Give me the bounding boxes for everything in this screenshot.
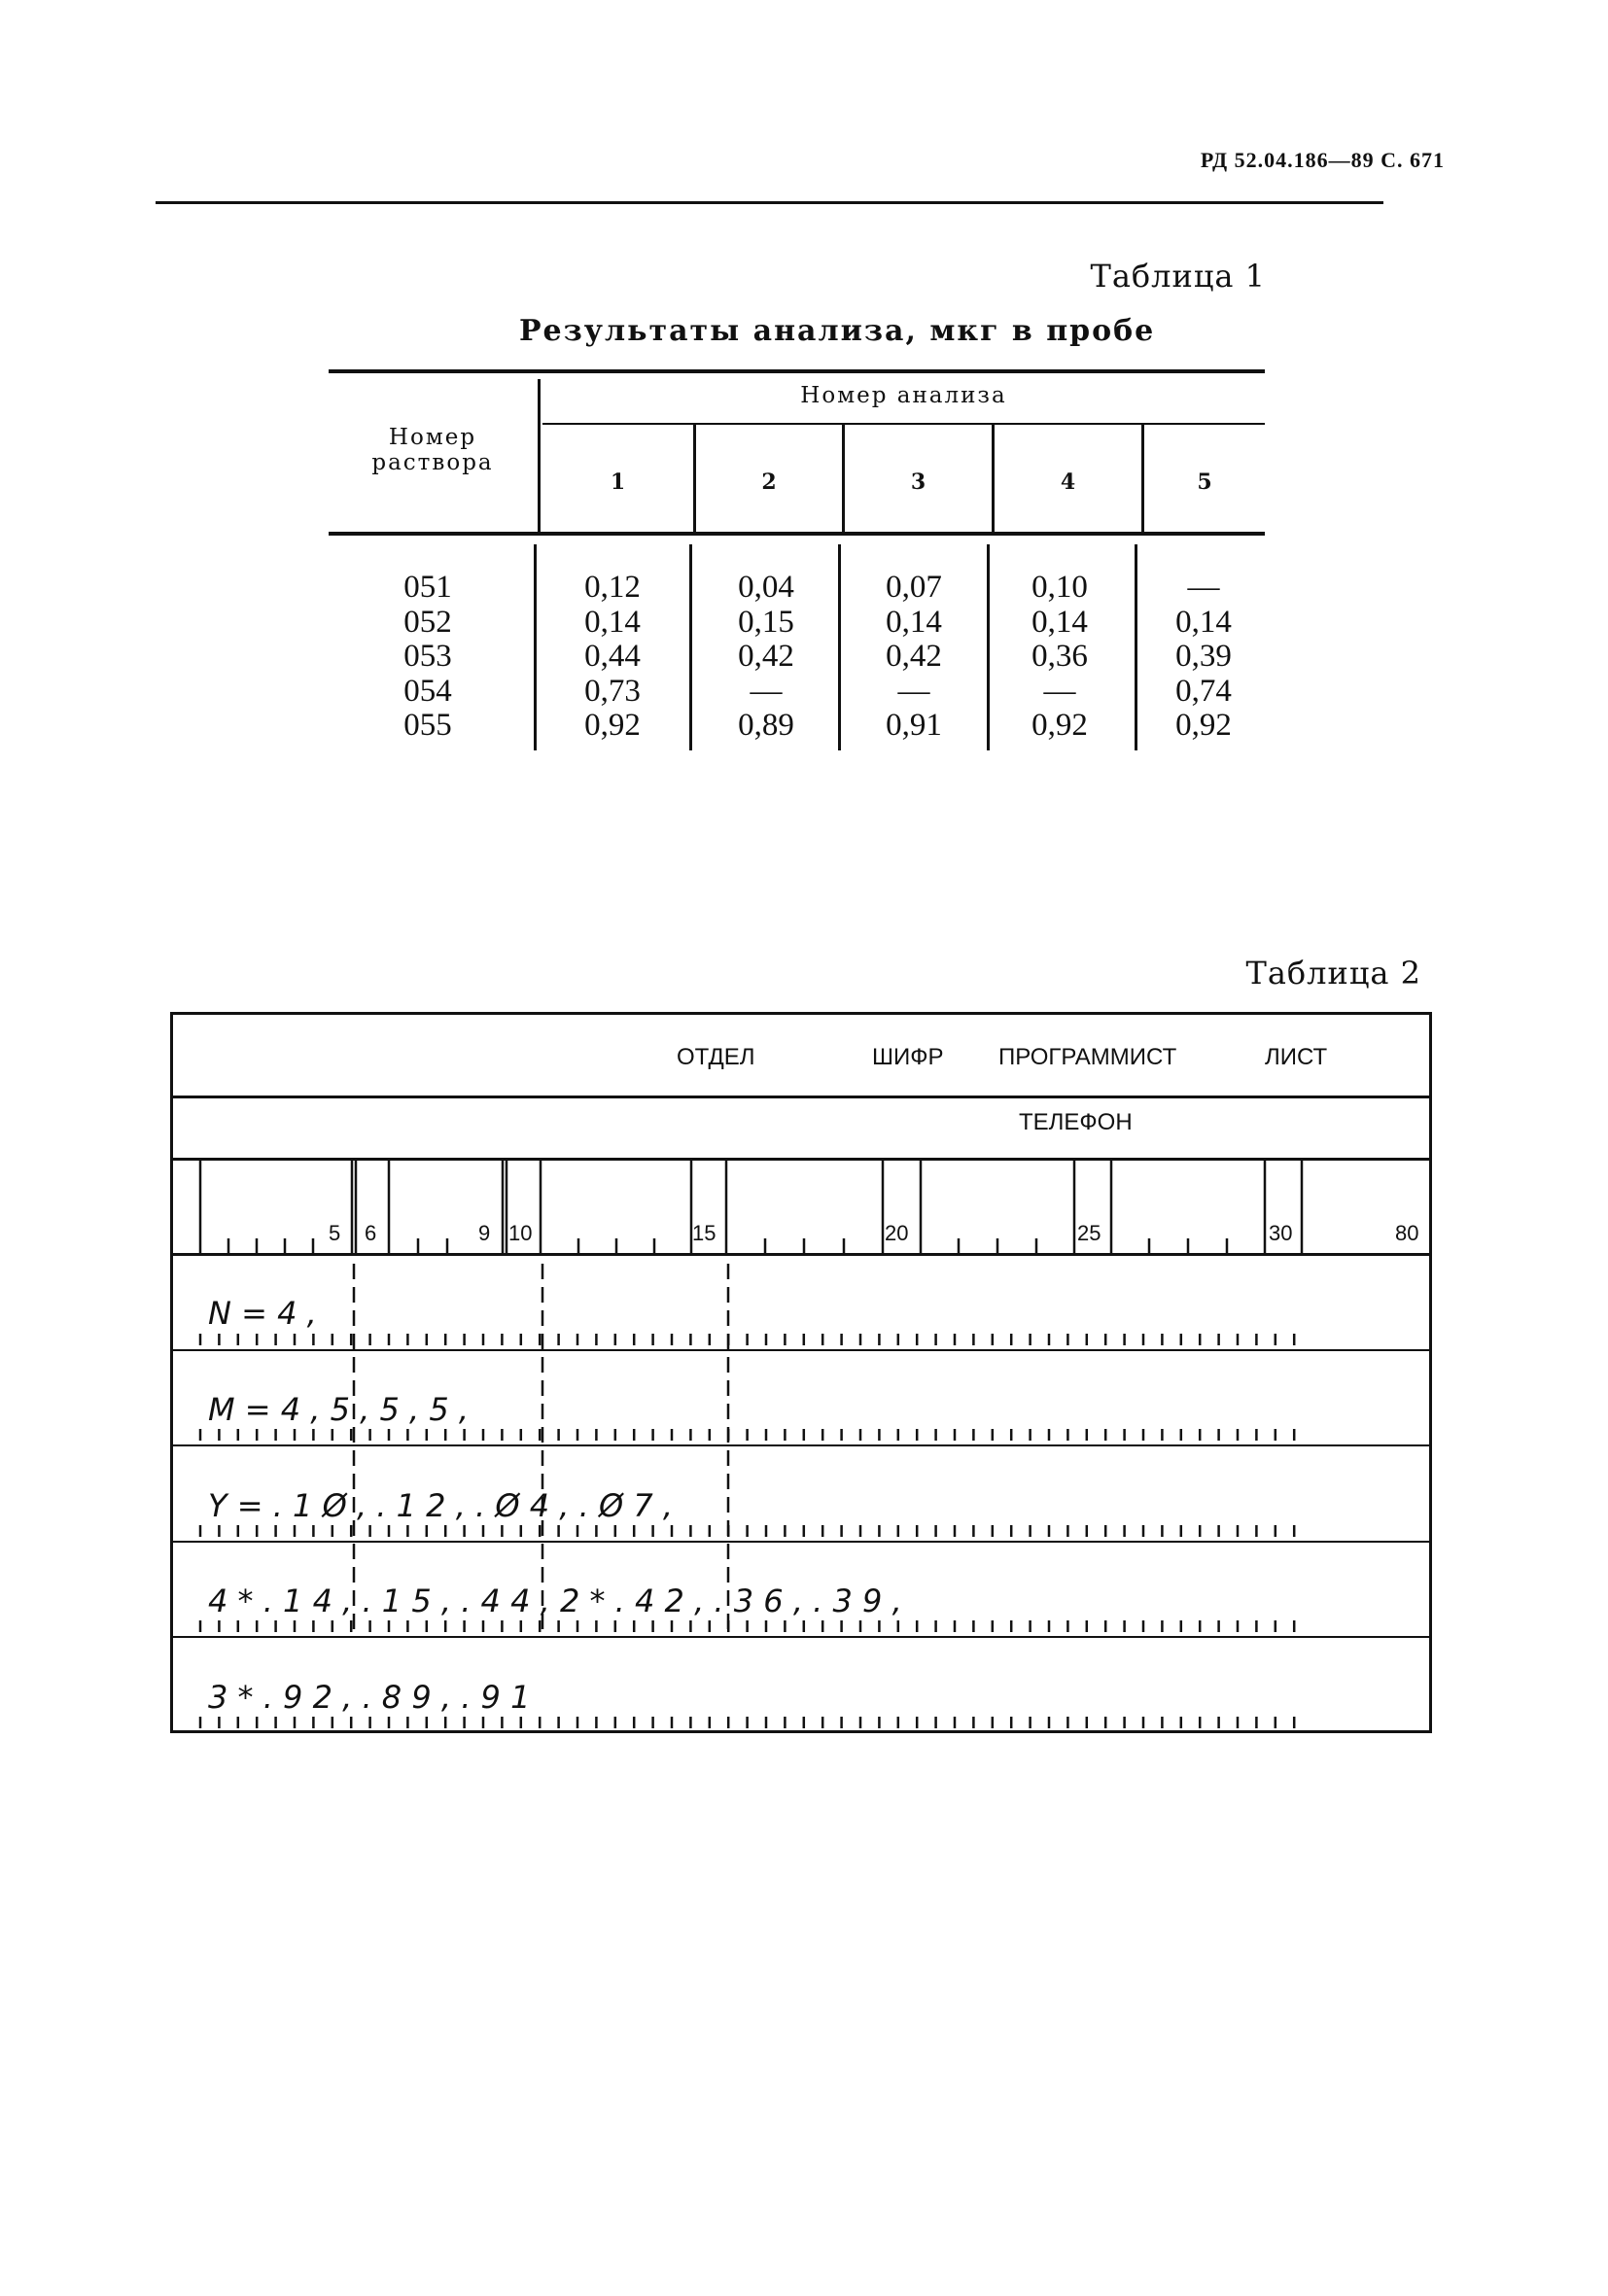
row-header-line: Номер xyxy=(388,425,477,450)
scale-number: 6 xyxy=(365,1221,377,1245)
phone-label: ТЕЛЕФОН xyxy=(1019,1109,1133,1135)
scale-number: 5 xyxy=(329,1221,341,1245)
column-header: 3 xyxy=(910,470,926,495)
table-cell: 0,14 xyxy=(886,604,942,640)
table-cell: 0,92 xyxy=(1031,708,1088,743)
scale-number: 10 xyxy=(508,1221,533,1245)
table-cell: 0,89 xyxy=(738,708,794,743)
table2-label: Таблица 2 xyxy=(1245,955,1421,991)
table-cell: 051 xyxy=(403,570,452,605)
table-cell: 0,74 xyxy=(1175,673,1232,709)
data-line: 3 * . 9 2 , . 8 9 , . 9 1 xyxy=(208,1679,531,1716)
column-header: 5 xyxy=(1197,470,1212,495)
data-line: Y = . 1 Ø , . 1 2 , . Ø 4 , . Ø 7 , xyxy=(208,1487,674,1524)
scale-number: 80 xyxy=(1395,1221,1419,1245)
table1-title: Результаты анализа, мкг в пробе xyxy=(519,314,1156,348)
row-header-line: раствора xyxy=(371,450,494,475)
table-cell: 0,36 xyxy=(1031,639,1088,674)
table-cell: 052 xyxy=(403,604,452,640)
column-header: 1 xyxy=(610,470,626,495)
table-cell: — xyxy=(1187,570,1220,605)
table-cell: 0,92 xyxy=(584,708,641,743)
table-cell: 0,15 xyxy=(738,604,794,640)
group-header: Номер анализа xyxy=(800,383,1007,408)
table-cell: 0,07 xyxy=(886,570,942,605)
programmer-label: ПРОГРАММИСТ xyxy=(998,1044,1177,1070)
sheet-label: ЛИСТ xyxy=(1265,1044,1328,1070)
table-cell: — xyxy=(750,673,783,709)
document-code: РД 52.04.186—89 С. 671 xyxy=(1200,148,1445,172)
table-cell: 0,91 xyxy=(886,708,942,743)
table-cell: 0,14 xyxy=(1175,604,1232,640)
scale-number: 9 xyxy=(478,1221,491,1245)
department-label: ОТДЕЛ xyxy=(677,1044,755,1070)
table-cell: 0,42 xyxy=(886,639,942,674)
table-cell: 0,12 xyxy=(584,570,641,605)
column-header: 2 xyxy=(761,470,777,495)
table-cell: 054 xyxy=(403,673,452,709)
data-line: N = 4 , xyxy=(208,1295,317,1332)
table-cell: 0,44 xyxy=(584,639,641,674)
table-cell: 053 xyxy=(403,639,452,674)
table-cell: 0,10 xyxy=(1031,570,1088,605)
table-cell: 055 xyxy=(403,708,452,743)
scale-number: 15 xyxy=(692,1221,717,1245)
column-header: 4 xyxy=(1060,470,1076,495)
data-line: 4 * . 1 4 , . 1 5 , . 4 4 , 2 * . 4 2 , . 3 6 , . 3 9 , xyxy=(208,1583,902,1619)
table-cell: 0,14 xyxy=(1031,604,1088,640)
table-cell: 0,92 xyxy=(1175,708,1232,743)
table-cell: 0,73 xyxy=(584,673,641,709)
table1-label: Таблица 1 xyxy=(1090,258,1266,295)
scale-number: 25 xyxy=(1077,1221,1101,1245)
data-line: M = 4 , 5 , 5 , 5 , xyxy=(208,1391,470,1428)
scale-number: 30 xyxy=(1269,1221,1293,1245)
table-cell: 0,14 xyxy=(584,604,641,640)
table-cell: — xyxy=(897,673,930,709)
table-cell: — xyxy=(1043,673,1076,709)
table-cell: 0,42 xyxy=(738,639,794,674)
cipher-label: ШИФР xyxy=(872,1044,944,1070)
scale-number: 20 xyxy=(885,1221,909,1245)
table-cell: 0,39 xyxy=(1175,639,1232,674)
table-cell: 0,04 xyxy=(738,570,794,605)
